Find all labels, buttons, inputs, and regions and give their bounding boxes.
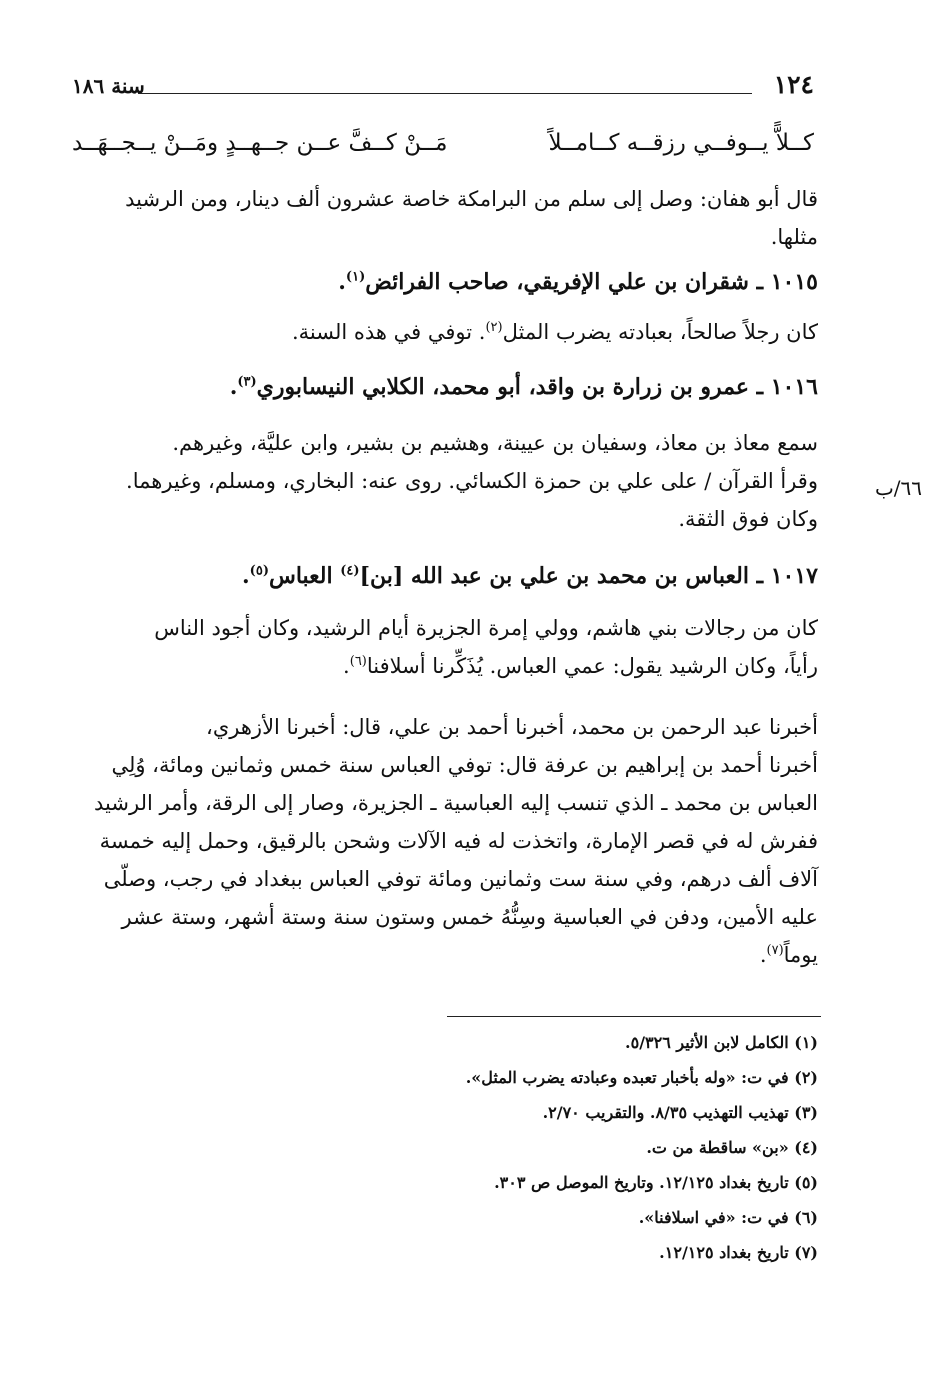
footnote-ref: (٦) [349,654,367,669]
text-line: عليه الأمين، ودفن في العباسية وسِنُّهُ خمس وستون سنة وستة أشهر، وستة عشر [121,905,818,929]
footnote-divider [447,1016,821,1017]
text-line: وقرأ القرآن / على علي بن حمزة الكسائي. روى عنه: البخاري، ومسلم، وغيرهما. [126,469,818,493]
footnote-ref: (٣) [237,374,257,390]
entry-title: ١٠١٦ ـ عمرو بن زرارة بن واقد، أبو محمد، الكلابي النيسابوري [256,374,818,400]
footnote: (٤) «بن» ساقطة من ت. [646,1138,818,1157]
text-line: آلاف ألف درهم، وفي سنة ست وثمانين ومائة توفي العباس ببغداد في رجب، وصلّى [103,867,818,891]
text-line: سمع معاذ بن معاذ، وسفيان بن عيينة، وهشيم بن بشير، وابن عليَّة، وغيرهم. [172,431,818,455]
manuscript-folio-ref: ٦٦/ب [874,476,922,500]
verse-first-hemistich: كــلاًّ يــوفــي رزقــه كــامــلاً [548,130,814,156]
entry-1015 [72,263,818,351]
text-line: أخبرنا أحمد بن إبراهيم بن عرفة قال: توفي العباس سنة خمس وثمانين ومائة، وُلِي [111,753,818,777]
entry-text: . توفي في هذه السنة. [291,320,486,344]
entry-heading [72,263,818,301]
verse-second-hemistich: مَــنْ كــفَّ عــن جــهــدٍ ومَــنْ يــجــهَــد [72,130,448,156]
text-line: العباس بن محمد ـ الذي تنسب إليه العباسية ـ الجزيرة، وصار إلى الرقة، وأمر الرشيد [94,791,818,815]
punctuation: . [338,269,346,295]
text-line: قال أبو هفان: وصل إلى سلم من البرامكة خاصة عشرون ألف دينار، ومن الرشيد [125,187,818,211]
page-number: ١٢٤ [773,70,814,99]
text-line: وكان فوق الثقة. [678,507,818,531]
paragraph-abu-haffan [72,180,818,256]
footnotes [58,1025,818,1270]
text-line: مثلها. [770,225,818,249]
footnote-ref: (٢) [485,320,503,335]
footnote-ref: (٥) [249,563,269,579]
punctuation: . [343,654,350,678]
text-line: ففرش له في قصر الإمارة، واتخذت له فيه الآلات وشحن بالرقيق، وحمل إليه خمسة [99,829,818,853]
text-line [72,936,818,974]
text-line [72,313,818,351]
entry-title: ١٠١٧ ـ العباس بن محمد بن علي بن عبد الله [بن] [359,563,818,589]
footnote: (٧) تاريخ بغداد ١٢/١٢٥. [659,1243,818,1262]
running-header-year: سنة ١٨٦ [72,74,145,98]
entry-1017 [72,557,818,685]
footnote: (١) الكامل لابن الأثير ٥/٣٢٦. [625,1033,818,1052]
entry-title: ١٠١٥ ـ شقران بن علي الإفريقي، صاحب الفرائض [365,269,818,295]
text-line: كان من رجالات بني هاشم، وولي إمرة الجزيرة أيام الرشيد، وكان أجود الناس [154,616,818,640]
punctuation: . [229,374,238,400]
punctuation: . [759,943,767,967]
footnote: (٣) تهذيب التهذيب ٨/٣٥. والتقريب ٢/٧٠. [542,1103,818,1122]
footnote-ref: (٧) [766,943,784,958]
header-divider [138,93,752,94]
text-line: أخبرنا عبد الرحمن بن محمد، أخبرنا أحمد بن علي، قال: أخبرنا الأزهري، [206,715,818,739]
entry-text: رأياً، وكان الرشيد يقول: عمي العباس. يُذَكِّرنا أسلافنا [366,654,818,678]
footnote-ref: (١) [345,269,366,285]
entry-heading [72,557,818,595]
entry-text: يوماً [783,943,818,967]
footnote: (٢) في ت: «وله بأخبار تعبده وعبادته يضرب المثل». [465,1068,818,1087]
footnote: (٥) تاريخ بغداد ١٢/١٢٥. وتاريخ الموصل ص ٣٠٣. [494,1173,818,1192]
entry-title-cont: العباس [268,563,341,589]
entry-1016 [72,368,818,538]
paragraph-isnad [72,708,818,974]
entry-heading [72,368,818,406]
punctuation: . [242,563,250,589]
footnote-ref: (٤) [340,563,360,579]
entry-text: كان رجلاً صالحاً، بعبادته يضرب المثل [502,320,818,344]
footnote: (٦) في ت: «في اسلافنا». [638,1208,818,1227]
text-line [72,647,818,685]
